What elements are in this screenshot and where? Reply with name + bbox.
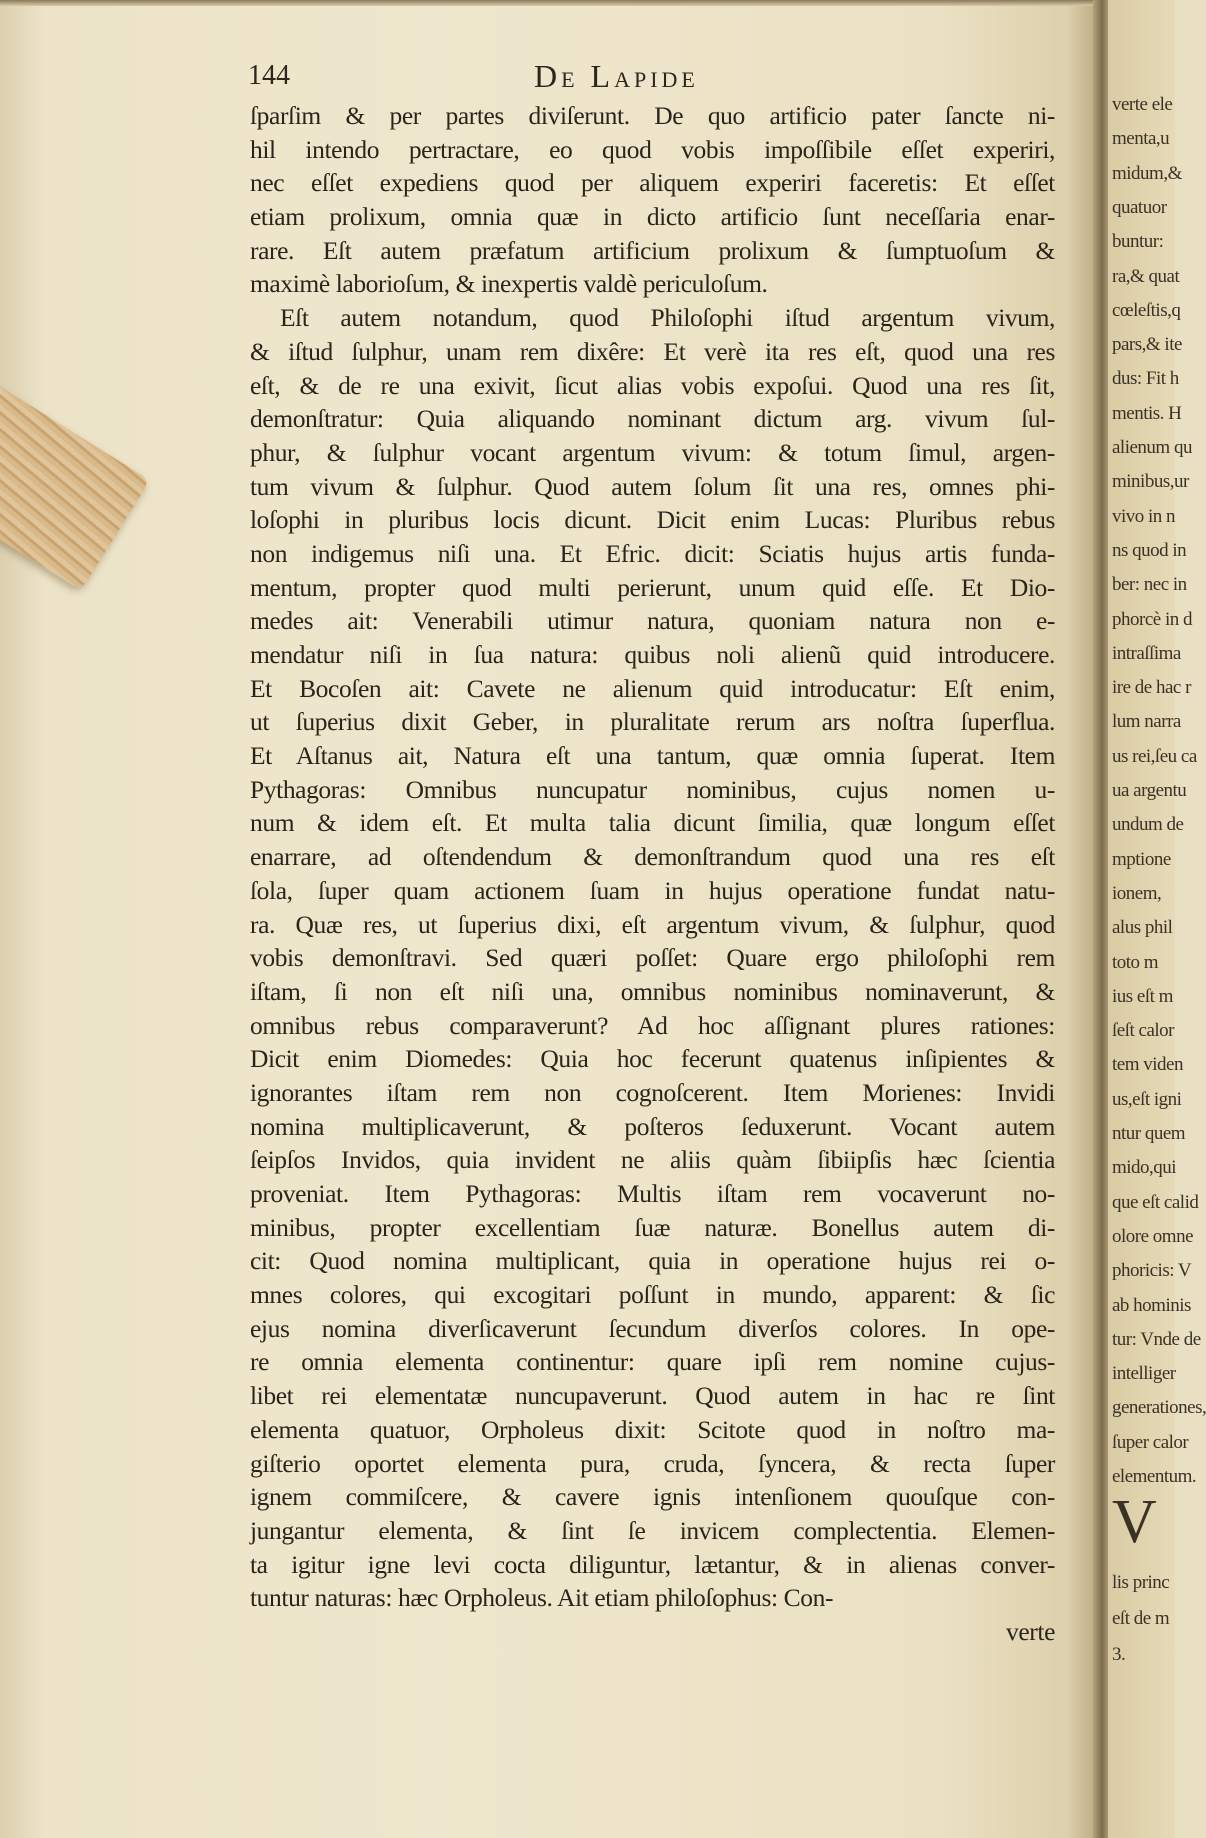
text-line: minibus, propter excellentiam ſuæ naturæ. Bonellus autem di- <box>250 1212 1055 1242</box>
text-line: iſtam, ſi non eſt niſi una, omnibus nominibus nominaverunt, & <box>250 976 1055 1006</box>
page-header <box>248 58 1058 98</box>
facing-page-line: mido,qui <box>1112 1157 1177 1179</box>
facing-page-line: ſuper calor <box>1112 1431 1189 1453</box>
text-line: ejus nomina diverſicaverunt ſecundum diverſos colores. In ope- <box>250 1313 1055 1343</box>
text-line: libet rei elementatæ nuncupaverunt. Quod autem in hac re ſint <box>250 1381 1055 1411</box>
text-line: mentum, propter quod multi perierunt, unum quid eſſe. Et Dio- <box>250 572 1055 602</box>
facing-page-line: phoricis: V <box>1112 1260 1192 1282</box>
facing-page-line: toto m <box>1112 951 1159 973</box>
facing-page-line: intraſſima <box>1112 642 1181 664</box>
text-line: rare. Eſt autem præfatum artificium prolixum & ſumptuoſum & <box>250 235 1055 265</box>
facing-page-line: tem viden <box>1112 1054 1183 1076</box>
text-line: maximè laborioſum, & inexpertis valdè periculoſum. <box>250 269 768 299</box>
text-line: etiam prolixum, omnia quæ in dicto artificio ſunt neceſſaria enar- <box>250 202 1055 232</box>
facing-page-line: ns quod in <box>1112 539 1187 561</box>
facing-page-line: ius eſt m <box>1112 985 1173 1007</box>
facing-page-line: undum de <box>1112 814 1184 836</box>
page-top-edge <box>0 0 1100 6</box>
facing-page-line: ire de hac r <box>1112 677 1191 699</box>
text-line: nomina multiplicaverunt, & poſteros ſeduxerunt. Vocant autem <box>250 1111 1055 1141</box>
text-line: ignem commiſcere, & cavere ignis intenſionem quouſque con- <box>250 1482 1055 1512</box>
text-line: nec eſſet expediens quod per aliquem experiri faceretis: Et eſſet <box>250 168 1055 198</box>
running-title: De Lapide <box>534 58 699 94</box>
facing-page-line: 3. <box>1112 1644 1126 1665</box>
facing-page-line: menta,u <box>1112 128 1170 150</box>
text-line: cit: Quod nomina multiplicant, quia in operatione hujus rei o- <box>250 1246 1055 1276</box>
text-line: mnes colores, qui excogitari poſſunt in mundo, apparent: & ſic <box>250 1280 1055 1310</box>
facing-page-line: ſeſt calor <box>1112 1020 1174 1042</box>
facing-page-line: alienum qu <box>1112 437 1192 458</box>
facing-page-line: mentis. H <box>1112 402 1182 424</box>
facing-page-line: ra,& quat <box>1112 265 1180 287</box>
facing-page-line: ab hominis <box>1112 1294 1191 1316</box>
text-line: tum vivum & ſulphur. Quod autem ſolum ſit una res, omnes phi- <box>250 471 1055 501</box>
facing-page-line: lis princ <box>1112 1572 1170 1593</box>
facing-page-line: vivo in n <box>1112 505 1176 527</box>
facing-page-line: ionem, <box>1112 882 1162 904</box>
text-line: omnibus rebus comparaverunt? Ad hoc aſſignant plures rationes: <box>250 1010 1055 1040</box>
catchword: verte <box>1006 1616 1055 1646</box>
text-line: Pythagoras: Omnibus nuncupatur nominibus, cujus nomen u- <box>250 774 1055 804</box>
text-line: giſterio oportet elementa pura, cruda, ſyncera, & recta ſuper <box>250 1448 1055 1478</box>
text-line: num & idem eſt. Et multa talia dicunt ſimilia, quæ longum eſſet <box>250 808 1055 838</box>
text-line: ut ſuperius dixit Geber, in pluralitate rerum ars noſtra ſuperflua. <box>250 707 1055 737</box>
text-line: ra. Quæ res, ut ſuperius dixi, eſt argentum vivum, & ſulphur, quod <box>250 909 1055 939</box>
text-line: hil intendo pertractare, eo quod vobis impoſſibile eſſet experiri, <box>250 134 1055 164</box>
facing-page-line: lum narra <box>1112 711 1181 733</box>
text-line: ſeipſos Invidos, quia invident ne aliis quàm ſibiipſis hæc ſcientia <box>250 1145 1055 1175</box>
facing-page-line: que eſt calid <box>1112 1191 1199 1213</box>
text-line: demonſtratur: Quia aliquando nominant dictum arg. vivum ſul- <box>250 404 1055 434</box>
text-line: elementa quatuor, Orpholeus dixit: Scitote quod in noſtro ma- <box>250 1414 1055 1444</box>
facing-page-line: eſt de m <box>1112 1608 1170 1629</box>
text-line: loſophi in pluribus locis dicunt. Dicit enim Lucas: Pluribus rebus <box>250 505 1055 535</box>
text-line: non indigemus niſi una. Et Efric. dicit: Sciatis hujus artis funda- <box>250 538 1055 568</box>
facing-page-line: ntur quem <box>1112 1123 1186 1144</box>
text-line: enarrare, ad oſtendendum & demonſtrandum quod una res eſt <box>250 842 1055 872</box>
text-line: Eſt autem notandum, quod Philoſophi iſtud argentum vivum, <box>280 303 1055 333</box>
text-line: ta igitur igne levi cocta diliguntur, lætantur, & in alienas conver- <box>250 1549 1055 1579</box>
facing-page-line: pars,& ite <box>1112 334 1182 356</box>
text-line: ſparſim & per partes diviſerunt. De quo artificio pater ſancte ni- <box>250 101 1055 130</box>
text-line: Dicit enim Diomedes: Quia hoc fecerunt quatenus inſipientes & <box>250 1044 1055 1074</box>
text-line: proveniat. Item Pythagoras: Multis iſtam rem vocaverunt no- <box>250 1179 1055 1208</box>
page-number: 144 <box>248 60 290 91</box>
text-line: ſola, ſuper quam actionem ſuam in hujus operatione fundat natu- <box>250 875 1055 905</box>
facing-page-line: cœleſtis,q <box>1112 299 1181 321</box>
facing-page-line: quatuor <box>1112 196 1167 218</box>
facing-page-line: intelliger <box>1112 1363 1176 1385</box>
text-line: medes ait: Venerabili utimur natura, quoniam natura non e- <box>250 606 1055 636</box>
text-line: eſt, & de re una exivit, ſicut alias vobis expoſui. Quod una res ſit, <box>250 370 1055 400</box>
facing-page-line: alus phil <box>1112 917 1173 939</box>
facing-page-line: phorcè in d <box>1112 608 1192 630</box>
facing-page-line: tur: Vnde de <box>1112 1328 1201 1350</box>
text-line: Et Aſtanus ait, Natura eſt una tantum, quæ omnia ſuperat. Item <box>250 741 1055 771</box>
facing-page-line: olore omne <box>1112 1225 1194 1247</box>
text-line: tuntur naturas: hæc Orpholeus. Ait etiam philoſophus: Con- <box>250 1583 834 1613</box>
facing-page-line: midum,& <box>1112 162 1182 184</box>
facing-page-initial: V <box>1112 1488 1157 1556</box>
text-line: mendatur niſi in ſua natura: quibus noli alienũ quid introducere. <box>250 640 1055 669</box>
facing-page-line: us rei,ſeu ca <box>1112 745 1197 767</box>
text-line: Et Bocoſen ait: Cavete ne alienum quid introducatur: Eſt enim, <box>250 673 1055 703</box>
facing-page-line: buntur: <box>1112 231 1164 253</box>
facing-page-line: elementum. <box>1112 1466 1197 1487</box>
facing-page-line: ber: nec in <box>1112 574 1187 596</box>
main-text <box>250 99 1055 1649</box>
text-line: ignorantes iſtam rem non cognoſcerent. Item Morienes: Invidi <box>250 1077 1055 1107</box>
text-line: re omnia elementa continentur: quare ipſi rem nomine cujus- <box>250 1347 1055 1377</box>
facing-page-line: generationes, <box>1112 1397 1206 1419</box>
facing-page-line: us,eſt igni <box>1112 1088 1182 1110</box>
facing-page-line: minibus,ur <box>1112 471 1189 493</box>
text-line: & iſtud ſulphur, unam rem dixêre: Et verè ita res eſt, quod una res <box>250 336 1055 366</box>
facing-page-line: verte ele <box>1112 94 1173 115</box>
text-line: phur, & ſulphur vocant argentum vivum: & totum ſimul, argen- <box>250 437 1055 467</box>
text-line: jungantur elementa, & ſint ſe invicem complectentia. Elemen- <box>250 1515 1055 1545</box>
facing-page-line: ua argentu <box>1112 780 1187 801</box>
facing-page-line: dus: Fit h <box>1112 368 1179 390</box>
facing-page <box>1108 0 1206 1838</box>
facing-page-line: mptione <box>1112 848 1171 870</box>
text-line: vobis demonſtravi. Sed quæri poſſet: Quare ergo philoſophi rem <box>250 943 1055 973</box>
